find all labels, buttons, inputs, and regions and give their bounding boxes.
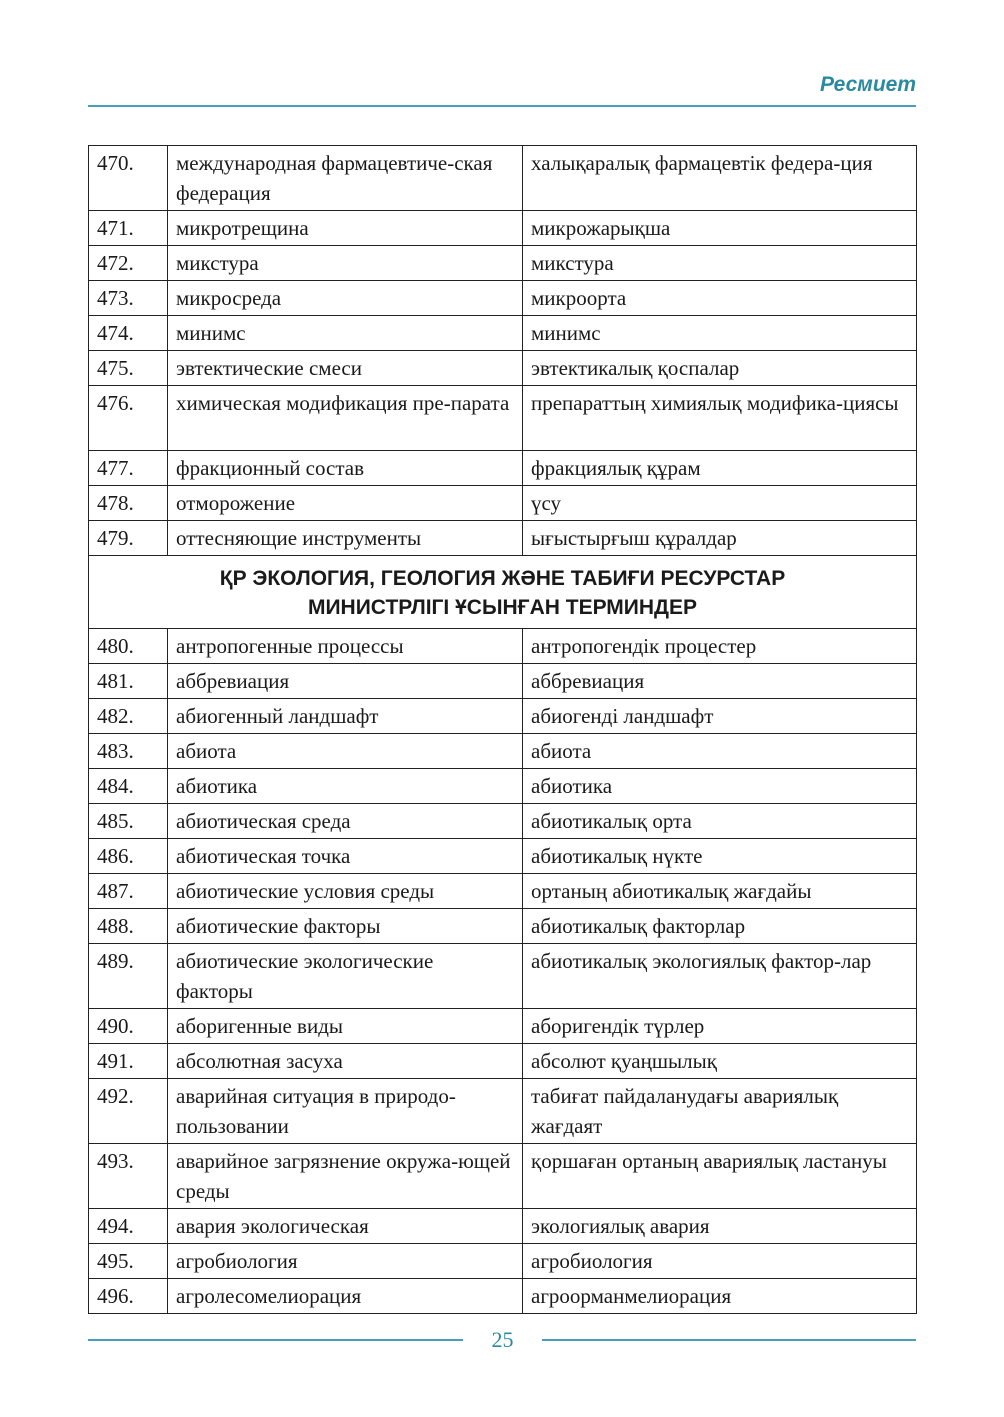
term-number: 489. — [89, 944, 168, 1009]
section-heading-row — [89, 556, 917, 629]
table-row — [89, 386, 917, 451]
term-number: 493. — [89, 1144, 168, 1209]
term-russian: абиотические факторы — [168, 909, 523, 944]
terms-table — [88, 145, 917, 1314]
term-russian: абиотические экологические факторы — [168, 944, 523, 1009]
table-row — [89, 874, 917, 909]
footer-rule-left — [88, 1339, 463, 1341]
term-number: 486. — [89, 839, 168, 874]
table-row — [89, 1144, 917, 1209]
term-kazakh: абиотикалық орта — [523, 804, 917, 839]
term-kazakh: ортаның абиотикалық жағдайы — [523, 874, 917, 909]
header-rule — [88, 105, 916, 107]
term-russian: абиотическая среда — [168, 804, 523, 839]
table-row — [89, 486, 917, 521]
term-kazakh: эвтектикалық қоспалар — [523, 351, 917, 386]
table-row — [89, 1009, 917, 1044]
table-row — [89, 351, 917, 386]
term-russian: абсолютная засуха — [168, 1044, 523, 1079]
term-kazakh: фракциялық құрам — [523, 451, 917, 486]
term-kazakh: ығыстырғыш құралдар — [523, 521, 917, 556]
term-russian: минимс — [168, 316, 523, 351]
term-russian: аборигенные виды — [168, 1009, 523, 1044]
table-row — [89, 629, 917, 664]
term-number: 478. — [89, 486, 168, 521]
term-number: 475. — [89, 351, 168, 386]
term-number: 495. — [89, 1244, 168, 1279]
footer-rule-right — [542, 1339, 916, 1341]
terms-table-bottom — [89, 629, 917, 1314]
term-number: 476. — [89, 386, 168, 451]
table-row — [89, 246, 917, 281]
term-number: 472. — [89, 246, 168, 281]
table-row — [89, 1209, 917, 1244]
table-row — [89, 281, 917, 316]
term-russian: абиогенный ландшафт — [168, 699, 523, 734]
table-row — [89, 1044, 917, 1079]
term-kazakh: минимс — [523, 316, 917, 351]
section-heading — [89, 556, 917, 629]
term-kazakh: абиотикалық экологиялық фактор-лар — [523, 944, 917, 1009]
term-kazakh: халықаралық фармацевтік федера-ция — [523, 146, 917, 211]
term-russian: эвтектические смеси — [168, 351, 523, 386]
term-kazakh: микрожарықша — [523, 211, 917, 246]
term-kazakh: абсолют қуаңшылық — [523, 1044, 917, 1079]
table-row — [89, 664, 917, 699]
table-row — [89, 909, 917, 944]
section-heading-line-2: МИНИСТРЛІГІ ҰСЫНҒАН ТЕРМИНДЕР — [307, 596, 698, 619]
term-kazakh: абиотикалық нүкте — [523, 839, 917, 874]
term-russian: агробиология — [168, 1244, 523, 1279]
table-row — [89, 699, 917, 734]
term-number: 483. — [89, 734, 168, 769]
term-number: 485. — [89, 804, 168, 839]
term-russian: абиота — [168, 734, 523, 769]
term-kazakh: препараттың химиялық модифика-циясы — [523, 386, 917, 451]
term-russian: антропогенные процессы — [168, 629, 523, 664]
term-russian: авария экологическая — [168, 1209, 523, 1244]
term-kazakh: абиотика — [523, 769, 917, 804]
table-row — [89, 734, 917, 769]
term-number: 474. — [89, 316, 168, 351]
term-russian: агролесомелиорация — [168, 1279, 523, 1314]
term-russian: абиотика — [168, 769, 523, 804]
term-number: 491. — [89, 1044, 168, 1079]
term-kazakh: экологиялық авария — [523, 1209, 917, 1244]
term-kazakh: табиғат пайдаланудағы авариялық жағдаят — [523, 1079, 917, 1144]
table-row — [89, 804, 917, 839]
term-russian: микротрещина — [168, 211, 523, 246]
table-row — [89, 1279, 917, 1314]
terms-table-section — [89, 556, 917, 629]
term-kazakh: абиогенді ландшафт — [523, 699, 917, 734]
term-number: 492. — [89, 1079, 168, 1144]
term-number: 473. — [89, 281, 168, 316]
term-russian: химическая модификация пре-парата — [168, 386, 523, 451]
term-kazakh: аборигендік түрлер — [523, 1009, 917, 1044]
term-kazakh: агроорманмелиорация — [523, 1279, 917, 1314]
term-number: 477. — [89, 451, 168, 486]
term-kazakh: микроорта — [523, 281, 917, 316]
term-russian: аварийное загрязнение окружа-ющей среды — [168, 1144, 523, 1209]
term-kazakh: қоршаған ортаның авариялық ластануы — [523, 1144, 917, 1209]
table-row — [89, 316, 917, 351]
term-russian: отморожение — [168, 486, 523, 521]
term-russian: микросреда — [168, 281, 523, 316]
term-kazakh: абиота — [523, 734, 917, 769]
term-russian: абиотические условия среды — [168, 874, 523, 909]
term-number: 494. — [89, 1209, 168, 1244]
term-number: 487. — [89, 874, 168, 909]
term-number: 482. — [89, 699, 168, 734]
term-kazakh: абиотикалық факторлар — [523, 909, 917, 944]
table-row — [89, 146, 917, 211]
term-russian: международная фармацевтиче-ская федерация — [168, 146, 523, 211]
term-russian: оттесняющие инструменты — [168, 521, 523, 556]
table-row — [89, 839, 917, 874]
term-number: 481. — [89, 664, 168, 699]
table-row — [89, 521, 917, 556]
terms-table-top — [89, 146, 917, 556]
term-kazakh: агробиология — [523, 1244, 917, 1279]
table-row — [89, 211, 917, 246]
term-number: 484. — [89, 769, 168, 804]
term-number: 479. — [89, 521, 168, 556]
term-number: 471. — [89, 211, 168, 246]
term-number: 470. — [89, 146, 168, 211]
term-russian: микстура — [168, 246, 523, 281]
term-number: 488. — [89, 909, 168, 944]
table-row — [89, 769, 917, 804]
table-row — [89, 944, 917, 1009]
page-number: 25 — [491, 1327, 514, 1352]
term-number: 490. — [89, 1009, 168, 1044]
section-heading-line-1: ҚР ЭКОЛОГИЯ, ГЕОЛОГИЯ ЖӘНЕ ТАБИҒИ РЕСУРСТАР — [219, 567, 786, 590]
term-kazakh: үсу — [523, 486, 917, 521]
table-row — [89, 451, 917, 486]
term-kazakh: микстура — [523, 246, 917, 281]
term-kazakh: антропогендік процестер — [523, 629, 917, 664]
term-russian: фракционный состав — [168, 451, 523, 486]
term-number: 496. — [89, 1279, 168, 1314]
term-number: 480. — [89, 629, 168, 664]
term-kazakh: аббревиация — [523, 664, 917, 699]
table-row — [89, 1244, 917, 1279]
term-russian: аббревиация — [168, 664, 523, 699]
table-row — [89, 1079, 917, 1144]
term-russian: абиотическая точка — [168, 839, 523, 874]
term-russian: аварийная ситуация в природо-пользовании — [168, 1079, 523, 1144]
running-header-title: Ресмиет — [819, 73, 916, 96]
